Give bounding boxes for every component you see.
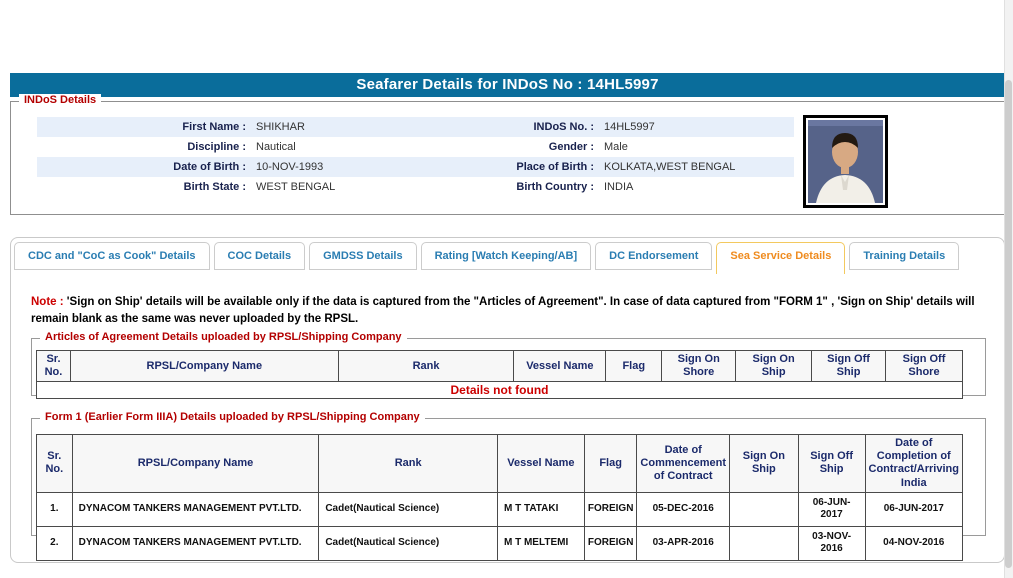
col-sign-off-ship: Sign Off Ship	[812, 351, 886, 382]
discipline-label: Discipline :	[187, 141, 246, 153]
discipline-value: Nautical	[256, 141, 296, 153]
seafarer-photo-image	[808, 120, 883, 203]
birth-country-label: Birth Country :	[516, 181, 594, 193]
vertical-scrollbar-thumb[interactable]	[1005, 80, 1012, 568]
col-sign-on-shore: Sign On Shore	[662, 351, 736, 382]
col-sign-on-ship: Sign On Ship	[736, 351, 812, 382]
col-rpsl-company-name: RPSL/Company Name	[70, 351, 338, 382]
tab-gmdss-details[interactable]: GMDSS Details	[309, 242, 416, 270]
cell-vessel: M T MELTEMI	[497, 526, 584, 560]
cell-completion-date: 04-NOV-2016	[865, 526, 962, 560]
col-flag: Flag	[606, 351, 662, 382]
gender-value: Male	[604, 141, 628, 153]
note-text	[31, 294, 983, 329]
birth-country-value: INDIA	[604, 181, 634, 193]
details-not-found-message: Details not found	[37, 382, 963, 399]
table-row	[37, 492, 963, 526]
table-row	[37, 157, 794, 177]
first-name-label: First Name :	[182, 121, 246, 133]
table-row	[37, 526, 963, 560]
table-header-row	[37, 351, 963, 382]
col-rank: Rank	[338, 351, 514, 382]
seafarer-photo	[803, 115, 888, 208]
articles-of-agreement-section	[31, 331, 986, 398]
cell-sign-off-ship: 03-NOV-2016	[798, 526, 865, 560]
cell-company: DYNACOM TANKERS MANAGEMENT PVT.LTD.	[72, 492, 319, 526]
col-sr-no: Sr. No.	[37, 351, 71, 382]
form1-section	[31, 411, 986, 555]
cell-rank: Cadet(Nautical Science)	[319, 492, 498, 526]
cell-commencement-date: 03-APR-2016	[637, 526, 730, 560]
indos-no-label: INDoS No. :	[533, 121, 594, 133]
tab-rating-watch-keeping[interactable]: Rating [Watch Keeping/AB]	[421, 242, 592, 270]
col-date-of-commencement: Date of Commencement of Contract	[637, 435, 730, 493]
tab-training-details[interactable]: Training Details	[849, 242, 959, 270]
articles-legend: Articles of Agreement Details uploaded by RPSL/Shipping Company	[40, 331, 407, 343]
cell-sign-off-ship: 06-JUN-2017	[798, 492, 865, 526]
place-of-birth-value: KOLKATA,WEST BENGAL	[604, 161, 736, 173]
table-header-row	[37, 435, 963, 493]
tab-content-panel	[10, 237, 1005, 563]
cell-commencement-date: 05-DEC-2016	[637, 492, 730, 526]
birth-state-value: WEST BENGAL	[256, 181, 336, 193]
tab-cdc-coc-cook-details[interactable]: CDC and "CoC as Cook" Details	[14, 242, 210, 270]
table-row	[37, 382, 963, 399]
cell-sign-on-ship	[730, 526, 799, 560]
tab-coc-details[interactable]: COC Details	[214, 242, 306, 270]
indos-details-table	[37, 117, 794, 197]
dob-label: Date of Birth :	[173, 161, 246, 173]
table-row	[37, 137, 794, 157]
cell-flag: FOREIGN	[584, 526, 637, 560]
cell-completion-date: 06-JUN-2017	[865, 492, 962, 526]
cell-rank: Cadet(Nautical Science)	[319, 526, 498, 560]
tab-sea-service-details[interactable]: Sea Service Details	[716, 242, 845, 274]
first-name-value: SHIKHAR	[256, 121, 305, 133]
tab-dc-endorsement[interactable]: DC Endorsement	[595, 242, 712, 270]
table-row	[37, 177, 794, 197]
cell-vessel: M T TATAKI	[497, 492, 584, 526]
table-row	[37, 117, 794, 137]
note-prefix: Note :	[31, 296, 64, 308]
col-sr-no: Sr. No.	[37, 435, 73, 493]
dob-value: 10-NOV-1993	[256, 161, 324, 173]
col-vessel-name: Vessel Name	[497, 435, 584, 493]
col-sign-on-ship: Sign On Ship	[730, 435, 799, 493]
indos-details-legend: INDoS Details	[19, 94, 101, 106]
gender-label: Gender :	[548, 141, 594, 153]
cell-company: DYNACOM TANKERS MANAGEMENT PVT.LTD.	[72, 526, 319, 560]
articles-table	[36, 350, 963, 399]
cell-sign-on-ship	[730, 492, 799, 526]
col-rpsl-company-name: RPSL/Company Name	[72, 435, 319, 493]
cell-sr-no: 1.	[37, 492, 73, 526]
cell-flag: FOREIGN	[584, 492, 637, 526]
form1-legend: Form 1 (Earlier Form IIIA) Details uploaded by RPSL/Shipping Company	[40, 411, 425, 423]
form1-table	[36, 434, 963, 561]
col-sign-off-shore: Sign Off Shore	[886, 351, 963, 382]
note-body: 'Sign on Ship' details will be available only if the data is captured from the "Articles of Agreement". In case of data captured from "FORM 1" , 'Sign on Ship' details will remain blank as the same was never uploaded by the RPSL.	[31, 296, 975, 326]
page-title: Seafarer Details for INDoS No : 14HL5997	[10, 73, 1005, 97]
indos-no-value: 14HL5997	[604, 121, 655, 133]
col-vessel-name: Vessel Name	[514, 351, 606, 382]
birth-state-label: Birth State :	[183, 181, 246, 193]
place-of-birth-label: Place of Birth :	[516, 161, 594, 173]
col-date-of-completion: Date of Completion of Contract/Arriving India	[865, 435, 962, 493]
col-rank: Rank	[319, 435, 498, 493]
col-flag: Flag	[584, 435, 637, 493]
tab-bar	[14, 242, 959, 274]
cell-sr-no: 2.	[37, 526, 73, 560]
col-sign-off-ship: Sign Off Ship	[798, 435, 865, 493]
